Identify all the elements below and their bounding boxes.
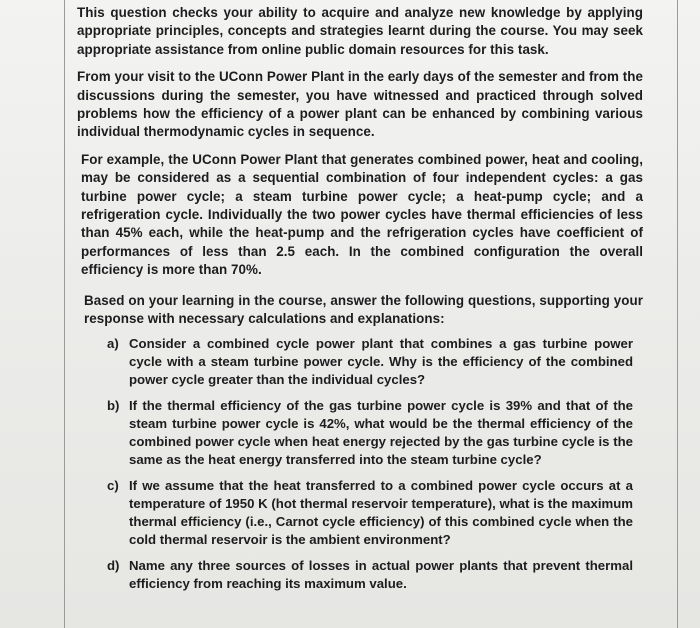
document-content [77, 4, 643, 601]
question-marker: b) [107, 397, 120, 413]
question-text: Name any three sources of losses in actual power plants that prevent thermal efficiency from reaching its maximum value. [129, 557, 633, 591]
intro-paragraph-example: For example, the UConn Power Plant that generates combined power, heat and cooling, may be considered as a sequential combination of four independent cycles: a gas turbine power cycle; a steam turbine power cycle; a heat-pump cycle; and a refrigeration cycle. Individually the two power cycles have thermal efficiencies of less than 45% each, while the heat-pump and the refrigeration cycles have coefficient of performances of less than 2.5 each. In the combined configuration the overall efficiency is more than 70%. [81, 151, 643, 278]
intro-paragraph-purpose: This question checks your ability to acquire and analyze new knowledge by applying appropriate principles, concepts and strategies learnt during the course. You may seek appropriate assistance from online public domain resources for this task. [77, 5, 643, 57]
question-marker: d) [107, 557, 120, 573]
question-d [77, 557, 643, 593]
question-list [77, 335, 643, 593]
question-c [77, 477, 643, 549]
question-text: If we assume that the heat transferred to a combined power cycle occurs at a temperature of 1950 K (hot thermal reservoir temperature), what is the maximum thermal efficiency (i.e., Carnot cycle efficiency) of this combined cycle when the cold thermal reservoir is the ambient environment? [129, 477, 633, 547]
left-margin-rule [64, 0, 65, 628]
question-b [77, 397, 643, 469]
question-text: Consider a combined cycle power plant that combines a gas turbine power cycle with a steam turbine power cycle. Why is the efficiency of the combined power cycle greater than the individual cycles? [129, 335, 633, 387]
intro-paragraph-instructions: Based on your learning in the course, answer the following questions, supporting your response with necessary calculations and explanations: [84, 292, 643, 327]
question-marker: c) [107, 477, 119, 493]
question-a [77, 335, 643, 389]
intro-paragraph-visit: From your visit to the UConn Power Plant in the early days of the semester and from the discussions during the semester, you have witnessed and practiced through solved problems how the efficiency of a power plant can be enhanced by combining various individual thermodynamic cycles in sequence. [77, 69, 643, 140]
right-margin-rule [677, 0, 678, 628]
question-marker: a) [107, 335, 119, 351]
question-text: If the thermal efficiency of the gas turbine power cycle is 39% and that of the steam turbine power cycle is 42%, what would be the thermal efficiency of the combined power cycle when heat energy rejected by the gas turbine cycle is the same as the heat energy transferred into the steam turbine cycle? [129, 397, 633, 467]
